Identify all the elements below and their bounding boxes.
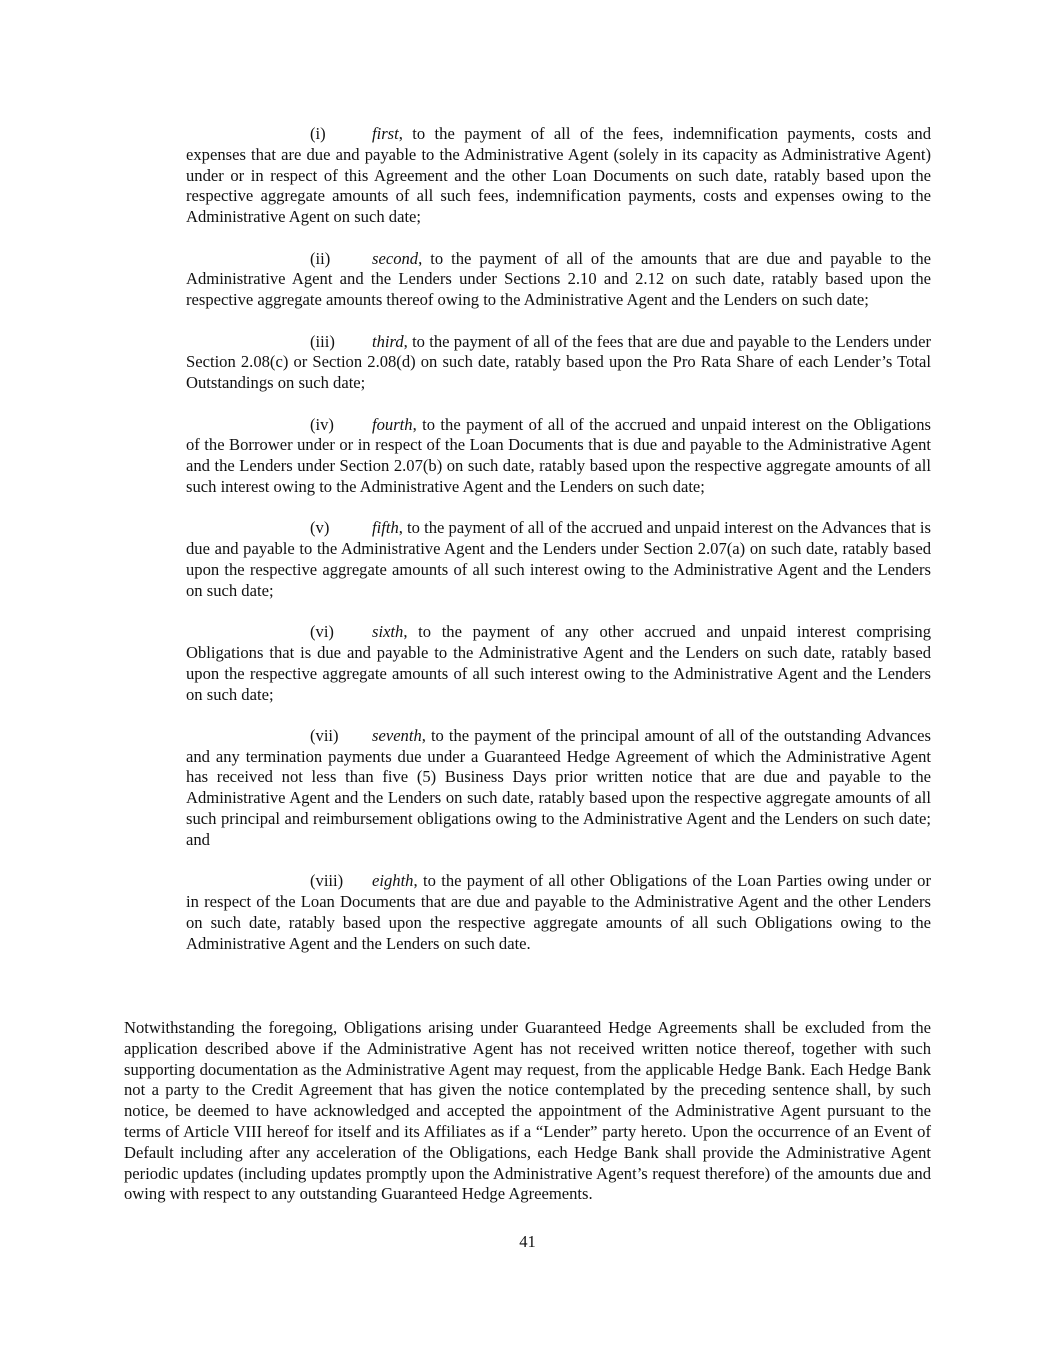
list-item-eighth: [186, 871, 931, 954]
page-number: 41: [519, 1232, 536, 1251]
item-lead-word: eighth: [372, 871, 414, 891]
item-lead-word: second: [372, 248, 419, 268]
list-item-third: [186, 332, 931, 394]
item-number: (vi): [310, 622, 334, 642]
item-number: (i): [310, 124, 326, 143]
item-text: , to the payment of all of the amounts that are due and payable to the Administrative Agent and the Lenders under Sections 2.10 and 2.12 on such date, ratably based upon the respective aggregate amounts thereof owing to the Administrative Agent and the Lenders on such date;: [186, 248, 931, 310]
item-number: (ii): [310, 248, 331, 268]
item-number: (iii): [310, 331, 335, 351]
item-number: (vii): [310, 725, 339, 745]
item-lead-word: sixth: [372, 622, 404, 642]
item-number: (v): [310, 518, 330, 538]
list-item-seventh: [186, 726, 931, 851]
list-item-sixth: [186, 622, 931, 705]
item-lead-word: seventh: [372, 725, 422, 745]
list-item-second: [186, 249, 931, 311]
payment-priority-list: [186, 124, 931, 975]
item-text: , to the payment of all other Obligations of the Loan Parties owing under or in respect of the Loan Documents that are due and payable to the Administrative Agent and the other Lenders on such date, ratably based upon the respective aggregate amounts of all such Obligations owing to the Administrative Agent and the Lenders on such date.: [186, 871, 931, 953]
item-text: , to the payment of the principal amount of all of the outstanding Advances and any termination payments due under a Guaranteed Hedge Agreement of which the Administrative Agent has received not less than five (5) Business Days prior written notice that are due and payable to the Administrative Agent and the Lenders on such date, ratably based upon the respective aggregate amounts of all such principal and reimbursement obligations owing to the Administrative Agent and the Lenders on such date; and: [186, 725, 931, 849]
closing-paragraph: Notwithstanding the foregoing, Obligations arising under Guaranteed Hedge Agreements shall be excluded from the application described above if the Administrative Agent has not received written notice thereof, together with such supporting documentation as the Administrative Agent may request, from the applicable Hedge Bank. Each Hedge Bank not a party to the Credit Agreement that has given the notice contemplated by the preceding sentence shall, by such notice, be deemed to have acknowledged and accepted the appointment of the Administrative Agent pursuant to the terms of Article VIII hereof for itself and its Affiliates as if a “Lender” party hereto. Upon the occurrence of an Event of Default including after any acceleration of the Obligations, each Hedge Bank shall provide the Administrative Agent periodic updates (including updates promptly upon the Administrative Agent’s request therefore) of the amounts due and owing with respect to any outstanding Guaranteed Hedge Agreements.: [124, 1018, 931, 1204]
item-text: , to the payment of all of the fees, indemnification payments, costs and expenses that are due and payable to the Administrative Agent (solely in its capacity as Administrative Agent) under or in respect of this Agreement and the other Loan Documents on such date, ratably based upon the respective aggregate amounts of all such fees, indemnification payments, costs and expenses owing to the Administrative Agent on such date;: [186, 124, 931, 227]
list-item-fourth: [186, 415, 931, 498]
item-text: , to the payment of any other accrued and unpaid interest comprising Obligations that is due and payable to the Administrative Agent and the Lenders on such date, ratably based upon the respective aggregate amounts of all such interest owing to the Administrative Agent and the Lenders on such date;: [186, 622, 931, 704]
item-text: , to the payment of all of the accrued and unpaid interest on the Advances that is due and payable to the Administrative Agent and the Lenders under Section 2.07(a) on such date, ratably based upon the respective aggregate amounts of all such interest owing to the Administrative Agent and the Lenders on such date;: [186, 518, 931, 600]
item-text: , to the payment of all of the accrued and unpaid interest on the Obligations of the Borrower under or in respect of the Loan Documents that is due and payable to the Administrative Agent and the Lenders under Section 2.07(b) on such date, ratably based upon the respective aggregate amounts of all such interest owing to the Administrative Agent and the Lenders on such date;: [186, 414, 931, 496]
item-number: (viii): [310, 871, 344, 891]
item-lead-word: third: [372, 331, 404, 351]
item-lead-word: first: [372, 124, 399, 143]
list-item-first: [186, 124, 931, 228]
item-number: (iv): [310, 414, 334, 434]
list-item-fifth: [186, 518, 931, 601]
item-text: , to the payment of all of the fees that are due and payable to the Lenders under Section 2.08(c) or Section 2.08(d) on such date, ratably based upon the Pro Rata Share of each Lender’s Total Outstandings on such date;: [186, 331, 931, 393]
item-lead-word: fifth: [372, 518, 399, 538]
item-lead-word: fourth: [372, 414, 413, 434]
